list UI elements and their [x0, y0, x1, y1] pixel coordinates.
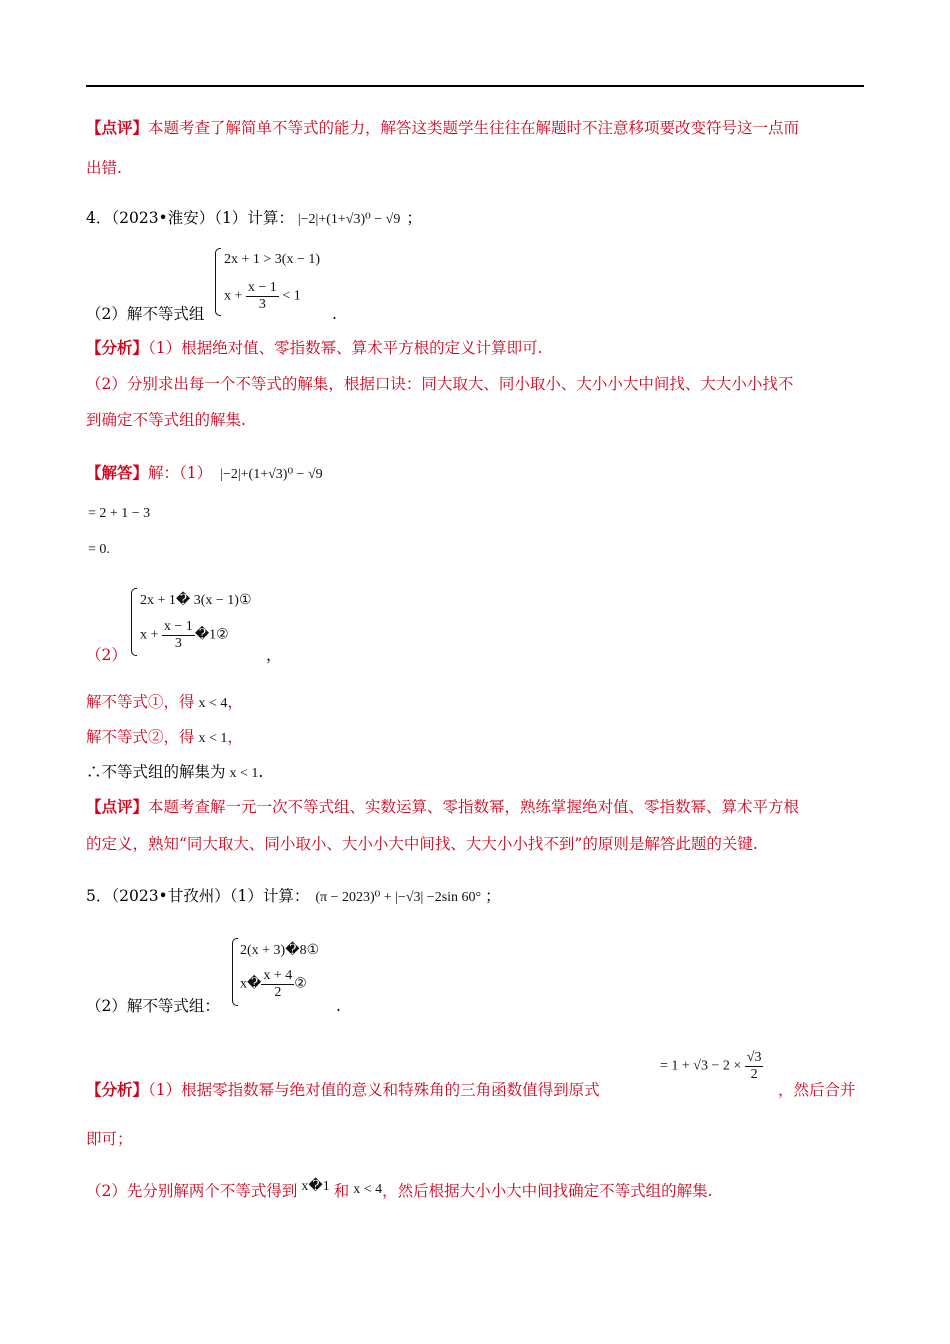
- q5-row2-rhs: ②: [294, 976, 307, 992]
- solution-4-system-brace: [131, 588, 137, 656]
- q4-row2-rhs: < 1: [282, 288, 301, 304]
- conclusion-text: ∴不等式组的解集为: [86, 763, 226, 781]
- q5-system-row1: 2(x + 3)�8①: [240, 943, 320, 958]
- solution-4-step2-dot: .: [106, 542, 110, 557]
- q4-frac-num: x − 1: [247, 280, 277, 295]
- sol2-text: 解不等式②，得: [86, 728, 195, 746]
- analysis-4-text1: （1）根据绝对值、零指数幂、算术平方根的定义计算即可.: [148, 339, 543, 357]
- formula-fraction: [745, 1050, 764, 1083]
- solution-4-tag: 【解答】: [86, 463, 149, 482]
- q5-system-brace: [232, 938, 238, 1006]
- analysis-4-line1: [86, 338, 543, 358]
- solution-4-system-row1: 2x + 1� 3(x − 1)①: [140, 593, 252, 608]
- solution-4-part2-label: （2）: [86, 646, 127, 664]
- analysis-5-line3: [86, 1181, 713, 1203]
- analysis-5-line2: 即可；: [86, 1130, 133, 1148]
- sol2-end: ，: [227, 728, 243, 746]
- review-4-tag: 【点评】: [86, 797, 149, 816]
- review-paragraph-cont: 出错.: [86, 159, 122, 177]
- q4-part2-dot: .: [332, 305, 337, 323]
- q4-semicolon: ；: [406, 209, 422, 227]
- sol1-math: x < 4: [198, 696, 228, 711]
- analysis-5-and: 和: [333, 1182, 350, 1200]
- sol4-row2-lhs: x +: [140, 627, 159, 643]
- solution-4-sol2: [86, 727, 243, 749]
- analysis-4-line3: 到确定不等式组的解集.: [86, 411, 246, 429]
- analysis-5-line3-a: （2）先分别解两个不等式得到: [86, 1182, 298, 1200]
- solution-4-sol1: [86, 692, 243, 714]
- q5-part2-dot: .: [336, 997, 341, 1015]
- q4-head: 4．（2023•淮安）（1）计算：: [86, 209, 294, 227]
- review-paragraph: [86, 118, 799, 138]
- solution-4-part2-comma: ，: [266, 646, 282, 664]
- header-rule: [86, 85, 864, 87]
- question-5-heading: [86, 886, 501, 908]
- review-4-text1: 本题考查解一元一次不等式组、实数运算、零指数幂，熟练掌握绝对值、零指数幂、算术平方根: [148, 798, 800, 816]
- solution-4-expression: |−2|+(1+√3)⁰ − √9: [220, 467, 323, 482]
- q5-frac-num: x + 4: [263, 968, 293, 983]
- q4-part2: [86, 304, 204, 324]
- analysis-5-math2: x < 4: [353, 1182, 383, 1197]
- formula-num: √3: [746, 1050, 762, 1065]
- analysis-5-line1-end: ，然后合并: [778, 1081, 856, 1099]
- analysis-4-line2: （2）分别求出每一个不等式的解集，根据口诀：同大取大、同小取小、大小小大中间找、大大小小找不: [86, 375, 794, 393]
- analysis-5-text1: （1）根据零指数幂与绝对值的意义和特殊角的三角函数值得到原式: [148, 1081, 600, 1099]
- review-4-line1: [86, 797, 799, 817]
- solution-4-line1: [86, 463, 323, 485]
- q5-row2-lhs: x�: [240, 976, 262, 992]
- review-text: 本题考查了解简单不等式的能力，解答这类题学生往往在解题时不注意移项要改变符号这一点而: [148, 119, 800, 137]
- conclusion-math: x < 1: [229, 766, 259, 781]
- solution-4-system-row2: [140, 619, 229, 652]
- analysis-5-line3-b: ，然后根据大小小大中间找确定不等式组的解集.: [382, 1182, 713, 1200]
- q5-semicolon: ；: [485, 887, 501, 905]
- q4-system-row1: 2x + 1 > 3(x − 1): [224, 252, 321, 267]
- conclusion-end: .: [258, 763, 264, 781]
- solution-4-lead: 解：（1）: [148, 464, 213, 482]
- review-4-line2: 的定义，熟知“同大取大、同小取小、大小小大中间找、大大小小找不到”的原则是解答此题的关键.: [86, 835, 758, 853]
- q5-part2-label: （2）解不等式组：: [86, 997, 220, 1015]
- analysis-5-line1: [86, 1080, 600, 1100]
- analysis-5-tag: 【分析】: [86, 1080, 149, 1099]
- sol4-frac-num: x − 1: [163, 619, 193, 634]
- sol4-row2-rhs: �1②: [194, 627, 229, 643]
- sol4-frac-den: 3: [162, 635, 195, 652]
- formula-den: 2: [745, 1066, 764, 1083]
- q4-row2-lhs: x +: [224, 288, 243, 304]
- solution-4-step1: = 2 + 1 − 3: [88, 506, 151, 521]
- sol4-row2-fraction: [162, 619, 195, 652]
- solution-4-step2: [88, 542, 110, 558]
- q5-calc-expression: (π − 2023)⁰ + |−√3| −2sin 60°: [315, 890, 482, 905]
- q5-head: 5．（2023•甘孜州）（1）计算：: [86, 887, 310, 905]
- sol1-text: 解不等式①，得: [86, 693, 195, 711]
- analysis-5-math1: x�1: [301, 1179, 330, 1194]
- q5-row2-fraction: [261, 968, 294, 1001]
- formula-prefix: = 1 + √3 − 2 ×: [660, 1058, 742, 1074]
- q5-system-row2: [240, 968, 307, 1001]
- review-tag: 【点评】: [86, 118, 149, 137]
- analysis-4-tag: 【分析】: [86, 338, 149, 357]
- q4-row2-fraction: [246, 280, 279, 313]
- q4-calc-expression: |−2|+(1+√3)⁰ − √9: [297, 212, 401, 227]
- q4-system-brace: [215, 248, 221, 316]
- analysis-5-formula: [660, 1050, 763, 1083]
- solution-4-conclusion: [86, 762, 263, 784]
- solution-4-step2-value: = 0: [88, 542, 107, 557]
- question-4-heading: [86, 208, 422, 230]
- q4-system-row2: [224, 280, 301, 313]
- sol2-math: x < 1: [198, 731, 228, 746]
- q4-frac-den: 3: [246, 296, 279, 313]
- q5-frac-den: 2: [261, 984, 294, 1001]
- sol1-end: ，: [227, 693, 243, 711]
- q4-part2-label: （2）解不等式组: [86, 305, 205, 323]
